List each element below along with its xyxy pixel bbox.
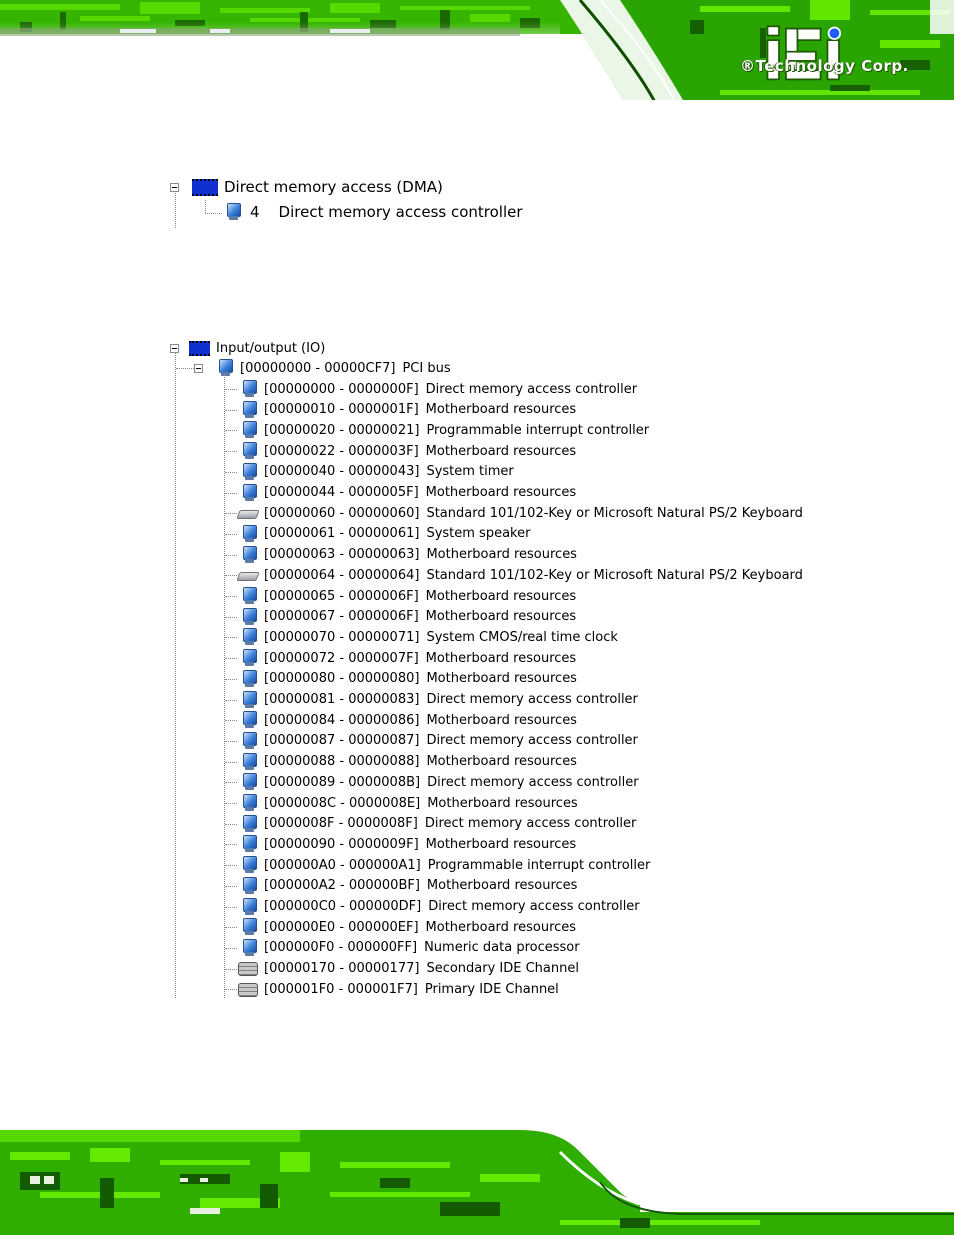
tree-connector-line bbox=[225, 389, 237, 390]
io-range: [000001F0 - 000001F7] bbox=[264, 981, 418, 997]
system-device-icon bbox=[242, 380, 256, 398]
io-range: [00000081 - 00000083] bbox=[264, 692, 420, 707]
tree-connector-line bbox=[225, 493, 237, 494]
tree-connector-line bbox=[225, 844, 237, 845]
io-device-label: Motherboard resources bbox=[425, 588, 577, 604]
system-device-icon bbox=[226, 203, 240, 221]
pci-bus-node[interactable] bbox=[194, 358, 451, 378]
io-resource-item[interactable] bbox=[238, 710, 577, 730]
tree-connector-line bbox=[205, 213, 222, 214]
system-device-icon bbox=[242, 546, 256, 564]
io-device-label: Numeric data processor bbox=[424, 940, 580, 956]
io-range: [00000080 - 00000080] bbox=[264, 671, 420, 687]
system-device-icon bbox=[242, 691, 256, 709]
tree-connector-line bbox=[176, 368, 194, 369]
system-device-icon bbox=[242, 608, 256, 626]
io-range: [0000008C - 0000008E] bbox=[264, 795, 421, 811]
io-range: [00000090 - 0000009F] bbox=[264, 836, 419, 852]
io-resource-item[interactable] bbox=[238, 897, 640, 917]
io-resource-item[interactable] bbox=[238, 503, 803, 523]
io-device-label: Motherboard resources bbox=[427, 795, 578, 811]
io-resource-item[interactable] bbox=[238, 607, 576, 627]
tree-connector-line bbox=[225, 762, 237, 763]
io-range: [00000089 - 0000008B] bbox=[264, 774, 421, 790]
io-device-label: Motherboard resources bbox=[426, 878, 578, 894]
tree-connector-line bbox=[225, 410, 237, 411]
io-range: [00000040 - 00000043] bbox=[264, 464, 420, 480]
io-device-label: Primary IDE Channel bbox=[424, 981, 559, 997]
io-resource-item[interactable] bbox=[238, 752, 577, 772]
ide-channel-icon bbox=[238, 961, 258, 976]
tree-connector-line bbox=[225, 575, 237, 576]
io-resource-item[interactable] bbox=[238, 545, 577, 565]
io-device-label: Programmable interrupt controller bbox=[426, 422, 650, 438]
io-range: [00000061 - 00000061] bbox=[264, 526, 420, 542]
system-device-icon bbox=[242, 421, 256, 439]
system-device-icon bbox=[242, 401, 256, 419]
tree-connector-line bbox=[225, 782, 237, 783]
io-root-node[interactable] bbox=[168, 338, 325, 358]
io-range: [00000072 - 0000007F] bbox=[264, 650, 419, 666]
io-device-label: System timer bbox=[426, 464, 514, 480]
tree-connector-line bbox=[225, 948, 237, 949]
io-chip-icon bbox=[189, 341, 210, 356]
bus-range: [00000000 - 00000CF7] bbox=[240, 360, 396, 376]
system-device-icon bbox=[242, 587, 256, 605]
tree-connector-line bbox=[224, 374, 225, 998]
tree-connector-line bbox=[225, 658, 237, 659]
system-device-icon bbox=[242, 856, 256, 874]
io-resource-item[interactable] bbox=[238, 565, 803, 585]
io-resource-item[interactable] bbox=[238, 524, 530, 544]
io-range: [0000008F - 0000008F] bbox=[264, 816, 418, 832]
circuit-board-graphic bbox=[0, 1122, 954, 1235]
bus-label: PCI bus bbox=[402, 360, 451, 376]
io-device-label: Motherboard resources bbox=[426, 547, 577, 563]
company-tagline: ®Technology Corp. bbox=[740, 57, 909, 75]
tree-connector-line bbox=[225, 803, 237, 804]
io-resource-item[interactable] bbox=[238, 731, 638, 751]
io-range: [00000020 - 00000021] bbox=[264, 422, 420, 438]
io-resource-item[interactable] bbox=[238, 793, 578, 813]
io-range: [00000000 - 0000000F] bbox=[264, 381, 419, 397]
io-resource-item[interactable] bbox=[238, 648, 576, 668]
io-range: [00000170 - 00000177] bbox=[264, 961, 420, 977]
io-range: [00000087 - 00000087] bbox=[264, 733, 420, 749]
io-range: [00000010 - 0000001F] bbox=[264, 402, 419, 418]
tree-connector-line bbox=[225, 824, 237, 825]
system-device-icon bbox=[242, 442, 256, 460]
io-device-label: Direct memory access controller bbox=[427, 774, 639, 790]
tree-connector-line bbox=[225, 969, 237, 970]
io-device-label: Motherboard resources bbox=[426, 671, 577, 687]
io-resource-item[interactable] bbox=[238, 959, 579, 979]
system-device-icon bbox=[242, 732, 256, 750]
io-resource-item[interactable] bbox=[238, 690, 638, 710]
tree-connector-line bbox=[225, 865, 237, 866]
io-device-label: Direct memory access controller bbox=[426, 733, 638, 749]
io-device-label: System CMOS/real time clock bbox=[426, 629, 618, 645]
tree-connector-line bbox=[225, 886, 237, 887]
io-resource-item[interactable] bbox=[238, 772, 639, 792]
io-device-label: Motherboard resources bbox=[425, 402, 577, 418]
io-resource-item[interactable] bbox=[238, 938, 580, 958]
io-range: [00000063 - 00000063] bbox=[264, 547, 420, 563]
io-device-label: Direct memory access controller bbox=[426, 692, 638, 707]
io-resource-item[interactable] bbox=[238, 814, 636, 834]
dma-title: Direct memory access (DMA) bbox=[224, 178, 443, 196]
io-range: [00000064 - 00000064] bbox=[264, 567, 420, 583]
io-range: [00000044 - 0000005F] bbox=[264, 485, 419, 500]
collapse-toggle-icon[interactable] bbox=[170, 183, 179, 192]
io-device-label: Direct memory access controller bbox=[428, 899, 640, 914]
io-resource-item[interactable] bbox=[238, 979, 559, 999]
system-device-icon bbox=[242, 815, 256, 833]
io-resource-item[interactable] bbox=[238, 855, 650, 875]
tree-connector-line bbox=[225, 555, 237, 556]
io-device-label: Direct memory access controller bbox=[424, 816, 637, 832]
dma-channel-item[interactable] bbox=[226, 202, 523, 222]
io-resource-item[interactable] bbox=[238, 669, 577, 689]
io-range: [000000F0 - 000000FF] bbox=[264, 940, 418, 956]
io-range: [00000022 - 0000003F] bbox=[264, 443, 419, 459]
io-resource-item[interactable] bbox=[238, 917, 576, 937]
tree-connector-line bbox=[205, 200, 206, 213]
io-range: [00000088 - 00000088] bbox=[264, 754, 420, 770]
io-device-label: Standard 101/102-Key or Microsoft Natural PS/2 Keyboard bbox=[426, 567, 803, 583]
collapse-toggle-icon[interactable] bbox=[170, 344, 179, 353]
dma-channel-label: Direct memory access controller bbox=[278, 203, 523, 221]
io-resource-item[interactable] bbox=[238, 586, 576, 606]
io-resource-item[interactable] bbox=[238, 420, 649, 440]
system-device-icon bbox=[242, 711, 256, 729]
ide-channel-icon bbox=[238, 982, 258, 997]
io-resource-item[interactable] bbox=[238, 379, 637, 399]
system-device-icon bbox=[242, 628, 256, 646]
io-range: [00000060 - 00000060] bbox=[264, 505, 420, 521]
system-device-icon bbox=[218, 359, 232, 377]
system-device-icon bbox=[242, 773, 256, 791]
io-range: [000000A2 - 000000BF] bbox=[264, 878, 420, 894]
system-device-icon bbox=[242, 898, 256, 916]
tree-connector-line bbox=[225, 513, 237, 514]
tree-connector-line bbox=[225, 741, 237, 742]
io-title: Input/output (IO) bbox=[216, 340, 326, 356]
io-device-label: Motherboard resources bbox=[425, 443, 577, 459]
io-range: [00000070 - 00000071] bbox=[264, 629, 420, 645]
tree-connector-line bbox=[175, 353, 176, 998]
system-device-icon bbox=[242, 939, 256, 957]
collapse-toggle-icon[interactable] bbox=[194, 364, 203, 373]
header-banner bbox=[0, 0, 954, 112]
io-range: [00000084 - 00000086] bbox=[264, 712, 420, 728]
io-range: [000000E0 - 000000EF] bbox=[264, 919, 419, 935]
footer-banner bbox=[0, 1122, 954, 1235]
io-range: [000000A0 - 000000A1] bbox=[264, 857, 421, 873]
io-resource-item[interactable] bbox=[238, 834, 576, 854]
io-device-label: Standard 101/102-Key or Microsoft Natural PS/2 Keyboard bbox=[426, 505, 803, 521]
system-device-icon bbox=[242, 463, 256, 481]
tree-connector-line bbox=[225, 907, 237, 908]
system-device-icon bbox=[242, 877, 256, 895]
io-device-label: System speaker bbox=[426, 526, 531, 542]
tree-connector-line bbox=[225, 700, 237, 701]
io-device-label: Motherboard resources bbox=[425, 650, 577, 666]
io-resource-item[interactable] bbox=[238, 441, 576, 461]
io-device-label: Motherboard resources bbox=[425, 836, 577, 852]
io-device-label: Programmable interrupt controller bbox=[427, 857, 651, 873]
io-resource-item[interactable] bbox=[238, 483, 576, 503]
tree-connector-line bbox=[225, 679, 237, 680]
system-device-icon bbox=[242, 835, 256, 853]
tree-connector-line bbox=[225, 637, 237, 638]
tree-connector-line bbox=[225, 989, 237, 990]
system-device-icon bbox=[242, 794, 256, 812]
io-resource-item[interactable] bbox=[238, 462, 514, 482]
system-device-icon bbox=[242, 525, 256, 543]
io-device-label: Motherboard resources bbox=[425, 609, 577, 625]
system-device-icon bbox=[242, 484, 256, 502]
tree-connector-line bbox=[225, 617, 237, 618]
tree-connector-line bbox=[225, 596, 237, 597]
io-device-label: Motherboard resources bbox=[426, 754, 577, 770]
keyboard-icon bbox=[238, 570, 258, 580]
io-device-label: Direct memory access controller bbox=[425, 381, 638, 397]
io-device-label: Secondary IDE Channel bbox=[426, 961, 579, 977]
io-device-label: Motherboard resources bbox=[425, 919, 577, 935]
io-device-label: Motherboard resources bbox=[425, 485, 577, 500]
io-range: [000000C0 - 000000DF] bbox=[264, 899, 422, 914]
system-device-icon bbox=[242, 670, 256, 688]
io-resource-item[interactable] bbox=[238, 876, 577, 896]
dma-chip-icon bbox=[192, 179, 218, 196]
system-device-icon bbox=[242, 753, 256, 771]
tree-connector-line bbox=[225, 451, 237, 452]
keyboard-icon bbox=[238, 508, 258, 518]
tree-connector-line bbox=[225, 534, 237, 535]
io-range: [00000067 - 0000006F] bbox=[264, 609, 419, 625]
dma-channel-number: 4 bbox=[250, 203, 260, 221]
tree-connector-line bbox=[225, 720, 237, 721]
tree-connector-line bbox=[225, 927, 237, 928]
io-resource-item[interactable] bbox=[238, 627, 618, 647]
system-device-icon bbox=[242, 649, 256, 667]
dma-root-node[interactable] bbox=[168, 177, 443, 197]
io-resource-item[interactable] bbox=[238, 400, 576, 420]
io-device-label: Motherboard resources bbox=[426, 712, 577, 728]
system-device-icon bbox=[242, 918, 256, 936]
iei-logo bbox=[664, 24, 954, 84]
io-range: [00000065 - 0000006F] bbox=[264, 588, 419, 604]
tree-connector-line bbox=[225, 472, 237, 473]
tree-connector-line bbox=[225, 430, 237, 431]
